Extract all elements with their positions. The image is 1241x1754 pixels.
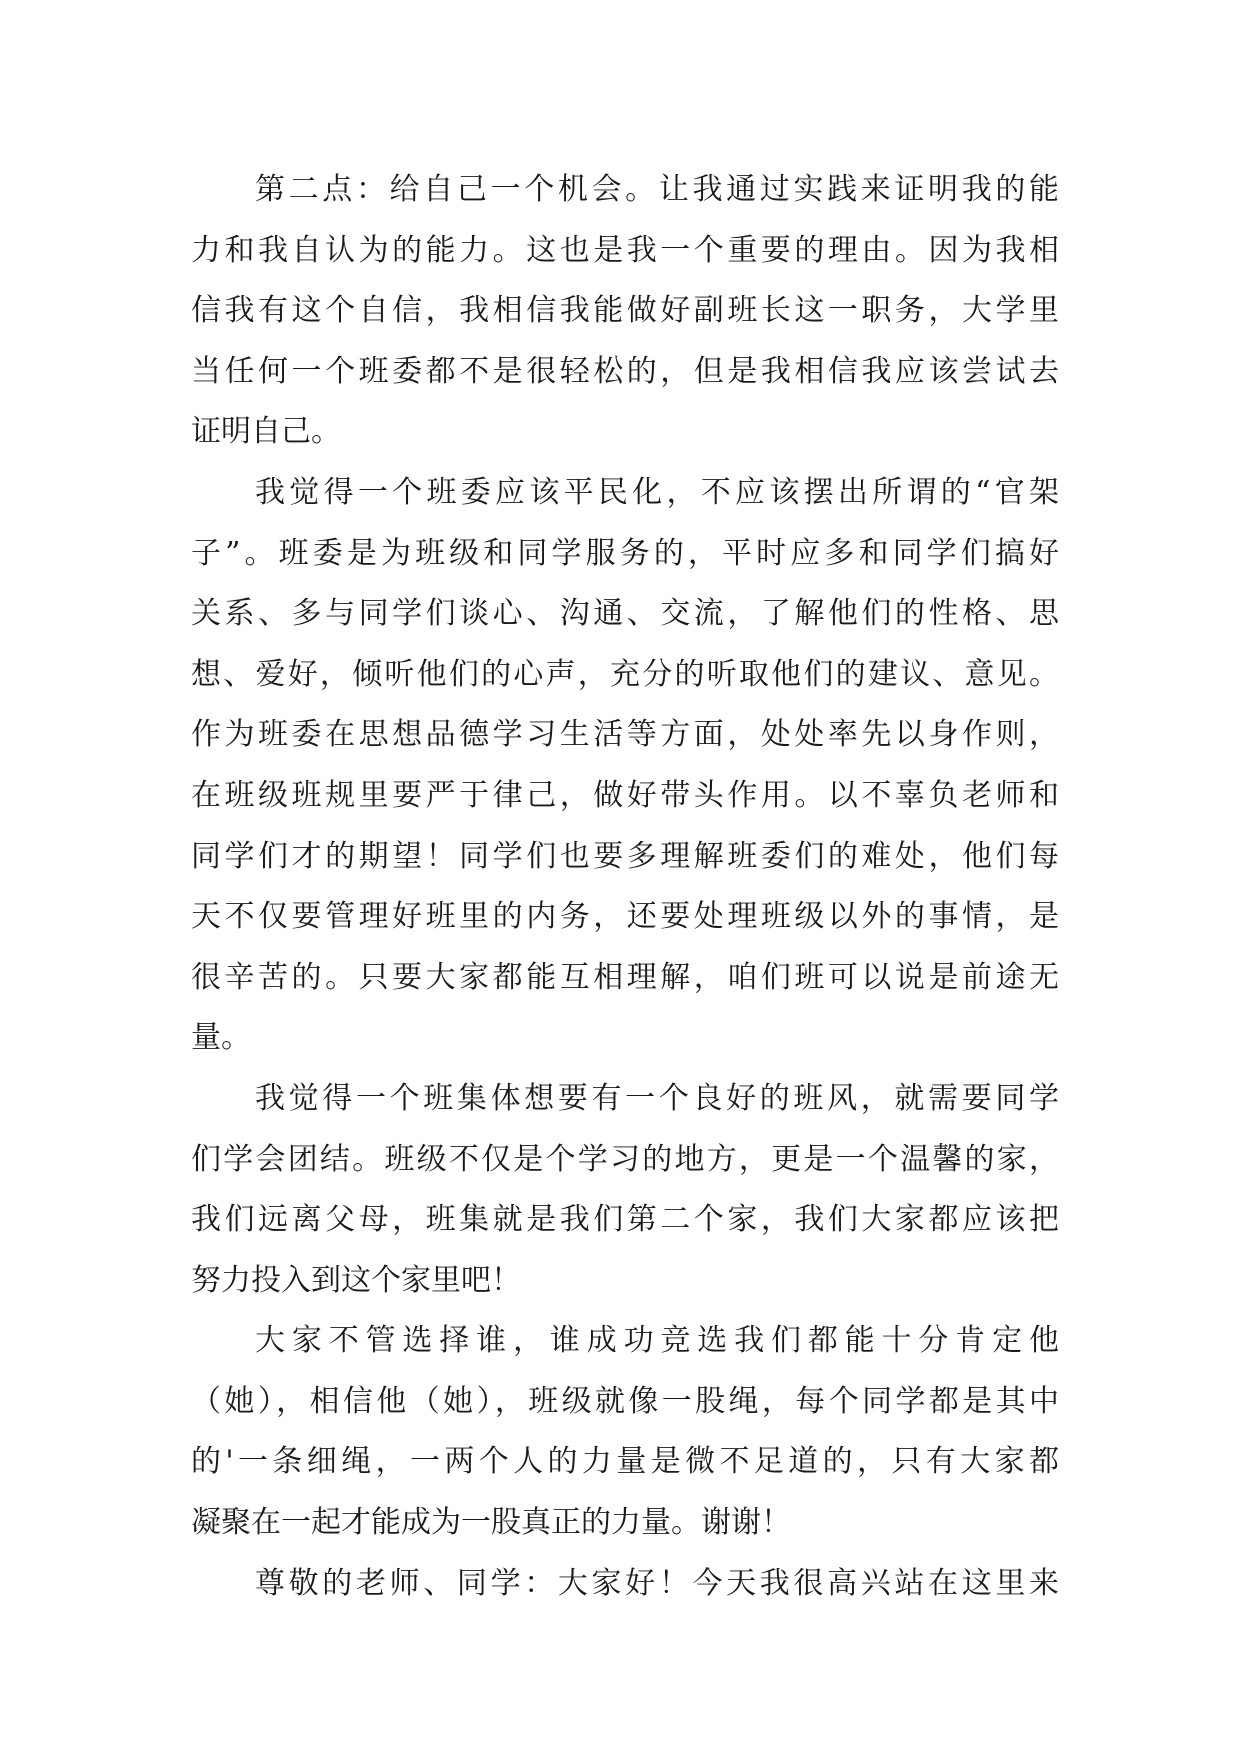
- text-line: 想、爱好，倾听他们的心声，充分的听取他们的建议、意见。: [191, 656, 1059, 692]
- text-line: 力和我自认为的能力。这也是我一个重要的理由。因为我相: [191, 232, 1059, 268]
- text-line: 作为班委在思想品德学习生活等方面，处处率先以身作则，: [191, 717, 1059, 753]
- text-line: 关系、多与同学们谈心、沟通、交流，了解他们的性格、思: [191, 596, 1059, 632]
- text-line: 证明自己。: [191, 414, 341, 450]
- paragraph: [191, 1069, 1059, 1311]
- document-body: [191, 160, 1059, 1614]
- text-line: 信我有这个自信，我相信我能做好副班长这一职务，大学里: [191, 293, 1059, 329]
- text-line: 们学会团结。班级不仅是个学习的地方，更是一个温馨的家，: [191, 1141, 1059, 1177]
- text-line: 当任何一个班委都不是很轻松的，但是我相信我应该尝试去: [191, 353, 1059, 389]
- text-line: （她），相信他（她），班级就像一股绳，每个同学都是其中: [191, 1383, 1059, 1419]
- text-line: 很辛苦的。只要大家都能互相理解，咱们班可以说是前途无: [191, 959, 1059, 995]
- paragraph: [191, 463, 1059, 1069]
- text-line: 努力投入到这个家里吧！: [191, 1262, 521, 1298]
- text-line: 我觉得一个班委应该平民化，不应该摆出所谓的“官架: [255, 474, 1059, 510]
- paragraph: [191, 1311, 1059, 1553]
- text-line: 凝聚在一起才能成为一股真正的力量。谢谢！: [191, 1505, 791, 1541]
- paragraph: [191, 1554, 1059, 1615]
- text-line: 在班级班规里要严于律己，做好带头作用。以不辜负老师和: [191, 777, 1059, 813]
- paragraph: [191, 160, 1059, 463]
- text-line: 第二点：给自己一个机会。让我通过实践来证明我的能: [255, 172, 1059, 207]
- text-line: 我觉得一个班集体想要有一个良好的班风，就需要同学: [255, 1080, 1059, 1116]
- text-line: 子”。班委是为班级和同学服务的，平时应多和同学们搞好: [191, 535, 1059, 571]
- text-line: 量。: [191, 1020, 251, 1056]
- text-line: 天不仅要管理好班里的内务，还要处理班级以外的事情，是: [191, 899, 1059, 935]
- text-line: 尊敬的老师、同学：大家好！今天我很高兴站在这里来: [255, 1565, 1059, 1601]
- text-line: 同学们才的期望！同学们也要多理解班委们的难处，他们每: [191, 838, 1059, 874]
- text-line: 我们远离父母，班集就是我们第二个家，我们大家都应该把: [191, 1202, 1059, 1238]
- text-line: 的'一条细绳，一两个人的力量是微不足道的，只有大家都: [191, 1444, 1059, 1480]
- text-line: 大家不管选择谁，谁成功竞选我们都能十分肯定他: [255, 1323, 1059, 1359]
